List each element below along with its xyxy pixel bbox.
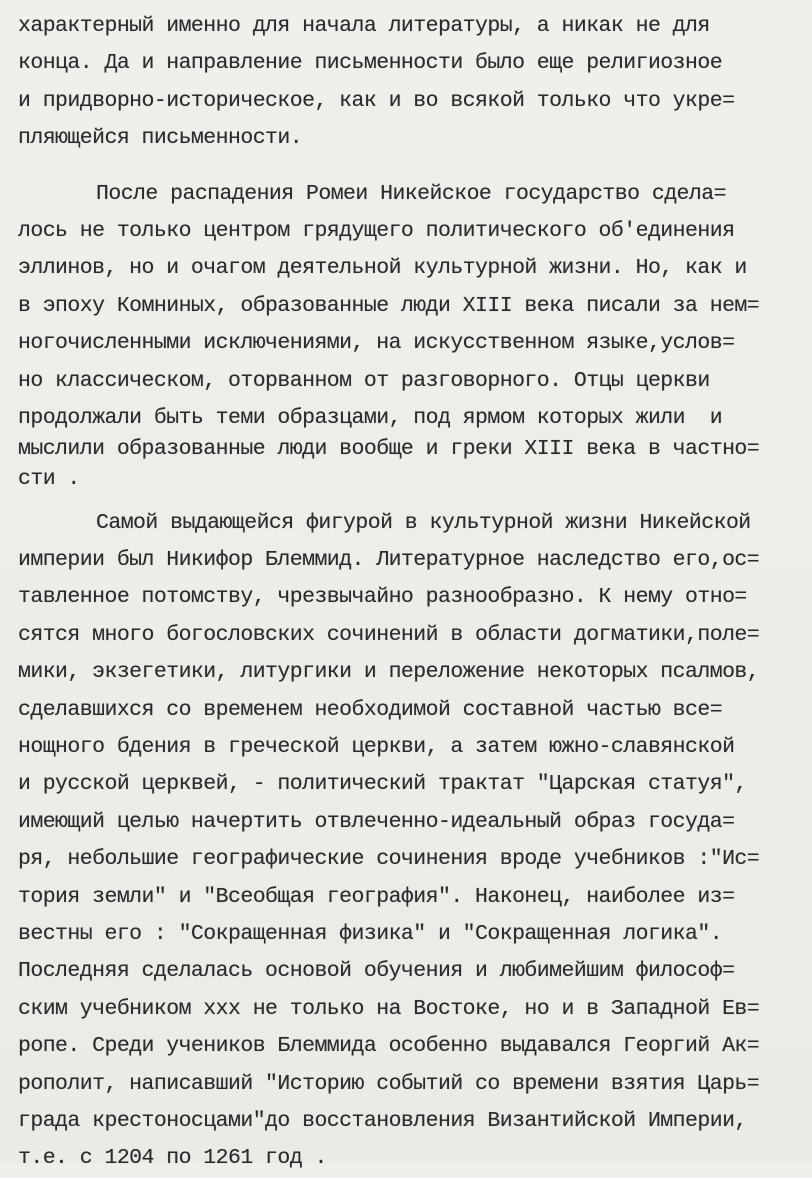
text-line: характерный именно для начала литературы, а никак не для bbox=[18, 14, 710, 38]
text-line: сти . bbox=[18, 467, 80, 492]
document-body bbox=[18, 8, 800, 1178]
text-line: т.е. с 1204 по 1261 год . bbox=[18, 1146, 327, 1171]
paragraph bbox=[18, 505, 800, 1178]
text-line: лось не только центром грядущего политического об'единения bbox=[18, 218, 735, 243]
text-line: тавленное потомству, чрезвычайно разнообразно. К нему отно= bbox=[18, 585, 747, 610]
text-line: и придворно-историческое, как и во всякой только что укре= bbox=[18, 88, 735, 113]
text-line: пляющейся письменности. bbox=[18, 126, 303, 151]
text-line: мыслили образованные люди вообще и греки XIII века в частно= bbox=[18, 437, 760, 462]
text-line: рополит, написавший "Историю событий со времени взятия Царь= bbox=[18, 1071, 760, 1096]
text-line: империи был Никифор Блеммид. Литературное наследство его,ос= bbox=[18, 548, 760, 573]
text-line: и русской церквей, - политический трактат "Царская статуя", bbox=[18, 772, 747, 797]
paragraph-gap bbox=[18, 158, 800, 176]
text-line: имеющий целью начертить отвлеченно-идеальный образ госуда= bbox=[18, 809, 735, 834]
text-line: Последняя сделалась основой обучения и любимейшим философ= bbox=[18, 959, 735, 984]
text-line: тория земли" и "Всеобщая география". Наконец, наиболее из= bbox=[18, 884, 735, 909]
text-line: конца. Да и направление письменности было еще религиозное bbox=[18, 51, 723, 76]
text-line: продолжали быть теми образцами, под ярмом которых жили и bbox=[18, 405, 723, 430]
paragraph bbox=[18, 8, 800, 158]
text-line: эллинов, но и очагом деятельной культурной жизни. Но, как и bbox=[18, 256, 747, 281]
text-line: После распадения Ромеи Никейское государство сдела= bbox=[96, 181, 726, 206]
paragraph bbox=[18, 176, 800, 499]
text-line: ским учебником xxx не только на Востоке, но и в Западной Ев= bbox=[18, 996, 760, 1021]
text-line: сделавшихся со временем необходимой составной частью все= bbox=[18, 697, 723, 722]
text-line: Самой выдающейся фигурой в культурной жизни Никейской bbox=[96, 510, 751, 535]
text-line: сятся много богословских сочинений в области догматики,поле= bbox=[18, 622, 760, 647]
text-line: ропе. Среди учеников Блеммида особенно выдавался Георгий Ак= bbox=[18, 1034, 760, 1059]
text-line: нощного бдения в греческой церкви, а затем южно-славянской bbox=[18, 735, 735, 760]
text-line: в эпоху Комниных, образованные люди XIII века писали за нем= bbox=[18, 293, 760, 318]
text-line: ря, небольшие географические сочинения вроде учебников :"Ис= bbox=[18, 847, 760, 872]
text-line: вестны его : "Сокращенная физика" и "Сокращенная логика". bbox=[18, 921, 723, 946]
text-line: ногочисленными исключениями, на искусственном языке,услов= bbox=[18, 331, 735, 356]
text-line: града крестоносцами"до восстановления Византийской Империи, bbox=[18, 1108, 747, 1133]
text-line: мики, экзегетики, литургики и переложение некоторых псалмов, bbox=[18, 660, 760, 685]
text-line: но классическом, оторванном от разговорного. Отцы церкви bbox=[18, 368, 710, 393]
